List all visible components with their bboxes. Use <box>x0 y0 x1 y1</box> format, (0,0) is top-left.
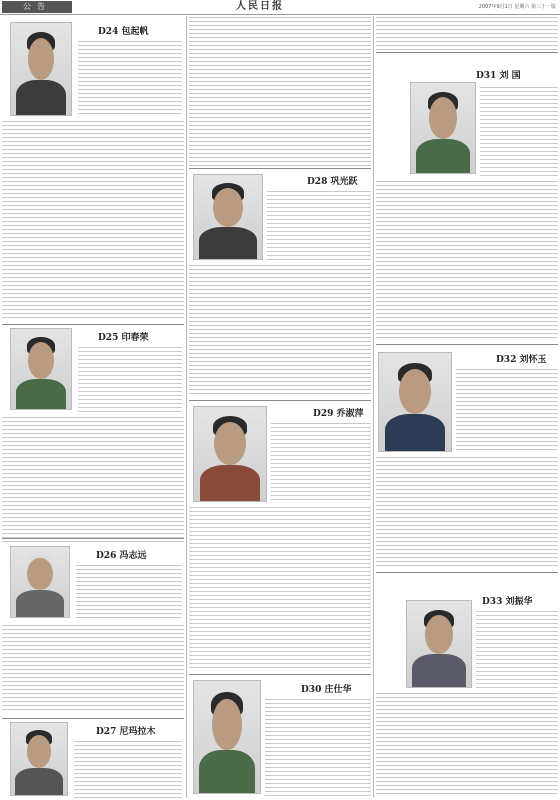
portrait-photo <box>10 22 72 116</box>
portrait-photo <box>10 546 70 618</box>
bio-text <box>2 120 184 318</box>
entry-name: D25 印春荣 <box>98 333 149 343</box>
bio-text <box>76 564 182 620</box>
bio-text <box>265 698 371 798</box>
bio-text <box>376 692 558 796</box>
entry-d30 <box>189 678 371 798</box>
entry-name: D33 刘振华 <box>482 597 533 607</box>
entry-name: D26 冯志远 <box>96 551 147 561</box>
entry-d26 <box>2 542 184 716</box>
entry-d33 <box>376 576 558 798</box>
entry-d31 <box>376 56 558 342</box>
entry-divider <box>2 718 184 719</box>
portrait-photo <box>10 722 68 796</box>
entry-divider <box>376 344 558 345</box>
entry-name: D32 刘怀玉 <box>496 355 547 365</box>
column-rule <box>373 16 374 798</box>
page-header <box>0 0 560 15</box>
portrait-photo <box>193 406 267 502</box>
entry-divider <box>2 538 184 539</box>
left-column <box>2 16 184 798</box>
bio-text <box>189 506 371 668</box>
entry-d24 <box>2 16 184 322</box>
entry-name: D30 庄仕华 <box>301 685 352 695</box>
entry-name: D24 包起帆 <box>98 27 149 37</box>
newspaper-masthead: 人民日报 <box>236 1 284 12</box>
bio-text <box>376 180 558 338</box>
entry-divider <box>376 572 558 573</box>
bio-text <box>189 264 371 394</box>
bio-text <box>78 346 182 412</box>
bio-text <box>476 610 558 688</box>
bio-text <box>456 368 558 452</box>
bio-text <box>74 740 182 798</box>
portrait-photo <box>10 328 72 410</box>
bio-text <box>271 422 371 502</box>
column-rule <box>186 16 187 798</box>
bio-text <box>267 190 371 260</box>
entry-name: D29 乔淑萍 <box>313 409 364 419</box>
entry-d25 <box>2 328 184 566</box>
bio-text <box>2 624 184 712</box>
entry-d32 <box>376 348 558 570</box>
bio-text-continued <box>189 16 371 166</box>
dateline: 2007年9月1日 星期六 第三十一版 <box>478 4 556 10</box>
entry-name: D28 巩光跃 <box>307 177 358 187</box>
entry-d29 <box>189 404 371 672</box>
entry-divider <box>2 324 184 325</box>
portrait-photo <box>193 174 263 260</box>
portrait-photo <box>410 82 476 174</box>
entry-divider <box>189 168 371 169</box>
middle-column <box>189 16 371 798</box>
entry-divider <box>189 400 371 401</box>
bio-text <box>2 416 184 542</box>
entry-name: D31 刘 国 <box>476 71 521 81</box>
bio-text <box>480 86 558 176</box>
entry-divider <box>376 52 558 53</box>
entry-name: D27 尼玛拉木 <box>96 727 156 737</box>
right-column <box>376 16 558 798</box>
section-label: 公告 <box>2 1 72 13</box>
entry-divider <box>189 674 371 675</box>
bio-text <box>78 40 182 116</box>
portrait-photo <box>406 600 472 688</box>
portrait-photo <box>193 680 261 794</box>
entry-d27 <box>2 722 184 798</box>
bio-text-continued <box>376 16 558 50</box>
entry-d28 <box>189 172 371 398</box>
portrait-photo <box>378 352 452 452</box>
bio-text <box>376 456 558 566</box>
